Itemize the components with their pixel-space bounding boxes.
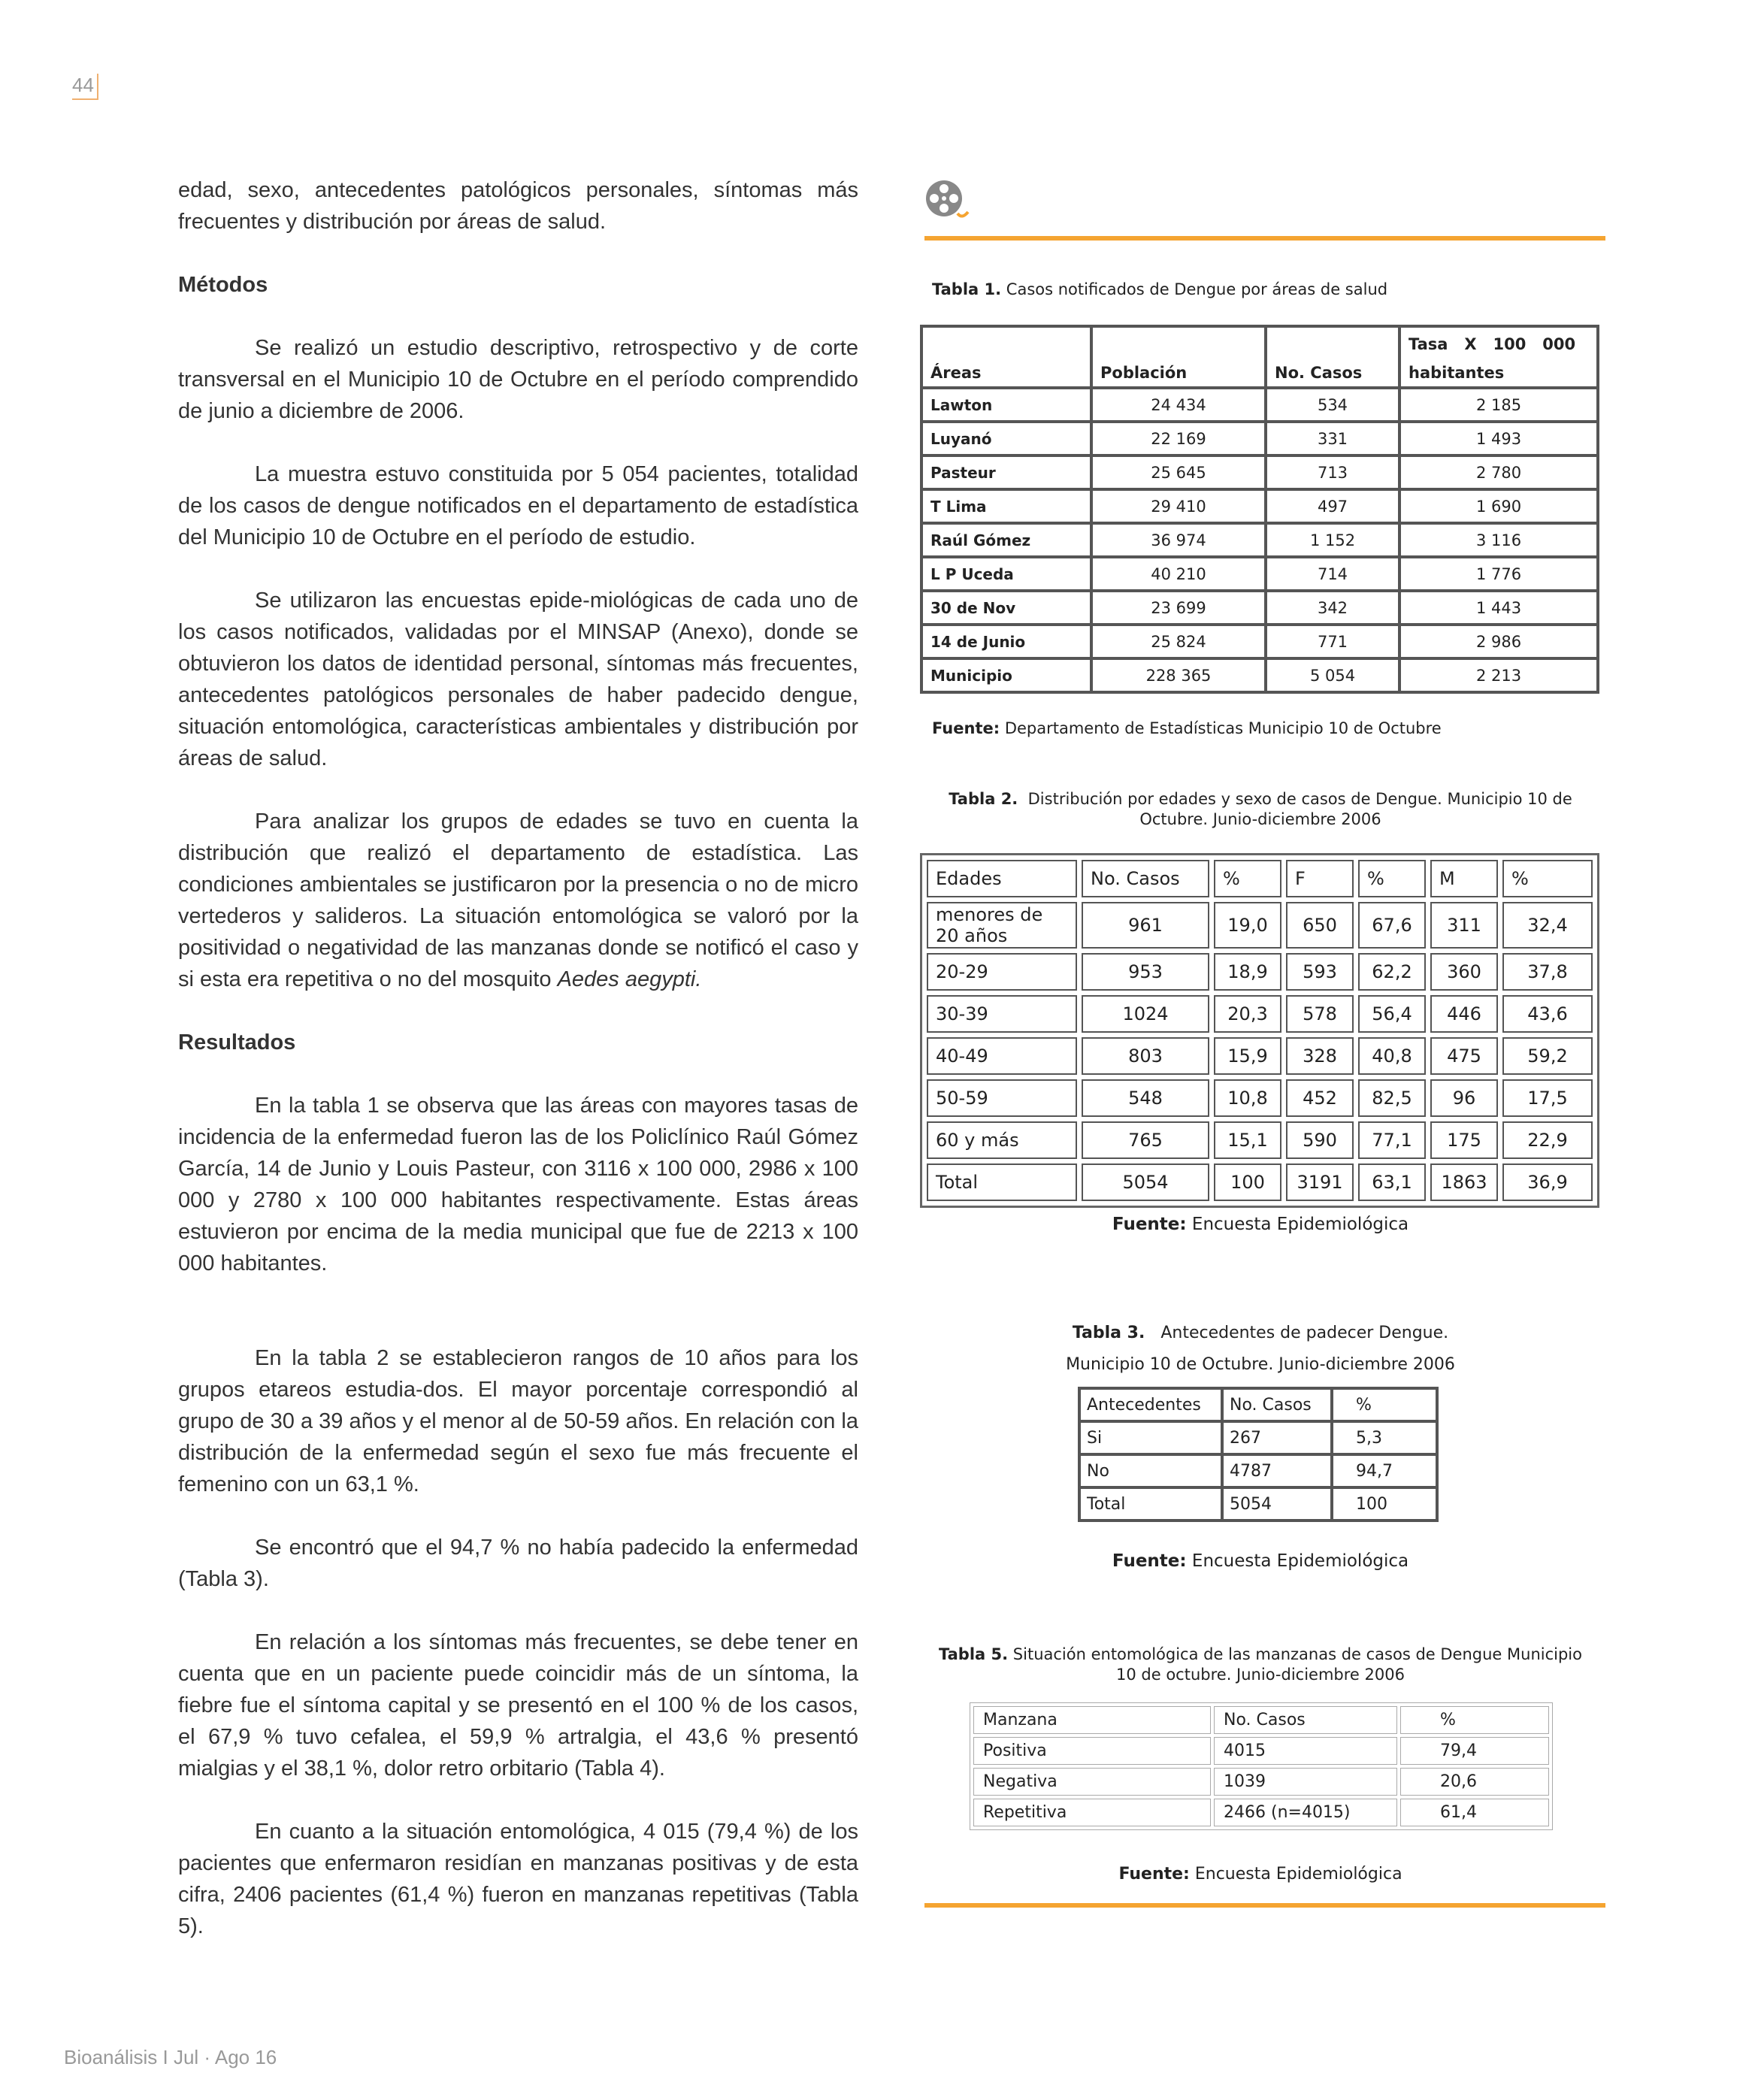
- table3-cell: Si: [1079, 1421, 1222, 1454]
- table5-row: [973, 1737, 1549, 1765]
- table2-cell: 961: [1082, 902, 1209, 949]
- table2-cell: 452: [1286, 1079, 1354, 1117]
- paragraph-metodos-3: Se utilizaron las encuestas epide-miológicas de cada uno de los casos notificados, validadas por el MINSAP (Anexo), donde se obtuvieron los datos de identidad personal, síntomas más frecuentes, antecedentes patológicos personales de haber padecido dengue, situación entomológica, características ambientales y distribución por áreas de salud.: [178, 589, 858, 770]
- table5-cell: Positiva: [973, 1737, 1211, 1765]
- table2-row: [927, 995, 1593, 1033]
- table1-cell: 331: [1266, 422, 1399, 455]
- table3-row: [1079, 1421, 1437, 1454]
- table5-row: [973, 1768, 1549, 1796]
- table3-cell: No: [1079, 1454, 1222, 1487]
- table5-cell: 1039: [1214, 1768, 1397, 1796]
- table1-cell: 497: [1266, 489, 1399, 523]
- table2-cell: 96: [1430, 1079, 1498, 1117]
- table3-header-cell: No. Casos: [1222, 1388, 1332, 1421]
- table2-cell: 37,8: [1502, 953, 1593, 991]
- table2: [920, 853, 1599, 1208]
- table1-row: [921, 388, 1598, 422]
- table1-cell: 1 443: [1399, 591, 1598, 625]
- table3-source: [918, 1551, 1602, 1572]
- table1-cell: 2 986: [1399, 625, 1598, 658]
- table1-source: [932, 719, 1442, 739]
- table2-cell: 1863: [1430, 1163, 1498, 1201]
- table1-cell: 2 780: [1399, 455, 1598, 489]
- table2-caption-text: Distribución por edades y sexo de casos de Dengue. Municipio 10 de: [1027, 790, 1572, 808]
- table1-cell: 30 de Nov: [921, 591, 1091, 625]
- table2-caption-label: Tabla 2.: [949, 790, 1018, 808]
- table1-row: [921, 489, 1598, 523]
- table3-cell: 5,3: [1332, 1421, 1437, 1454]
- table2-header-cell: %: [1358, 860, 1426, 897]
- table2-cell: Total: [927, 1163, 1077, 1201]
- heading-resultados: Resultados: [178, 1030, 296, 1055]
- table5-source: [918, 1864, 1602, 1884]
- table2-cell: 360: [1430, 953, 1498, 991]
- table3-caption: [918, 1318, 1602, 1381]
- table2-cell: 20,3: [1214, 995, 1281, 1033]
- table1-cell: Lawton: [921, 388, 1091, 422]
- table1-cell: 23 699: [1091, 591, 1266, 625]
- table3-cell: 4787: [1222, 1454, 1332, 1487]
- table2-cell: 446: [1430, 995, 1498, 1033]
- table5-cell: 79,4: [1400, 1737, 1549, 1765]
- table5-cell: Negativa: [973, 1768, 1211, 1796]
- table5-source-label: Fuente:: [1118, 1865, 1190, 1884]
- paragraph-metodos-2: La muestra estuvo constituida por 5 054 pacientes, totalidad de los casos de dengue notificados en el departamento de estadística del Municipio 10 de Octubre en el período de estudio.: [178, 462, 858, 549]
- table1-cell: 1 776: [1399, 557, 1598, 591]
- table5-header-cell: %: [1400, 1706, 1549, 1734]
- table3: [1078, 1387, 1439, 1522]
- table1-header-rate-line1: Tasa X 100 000: [1409, 335, 1576, 353]
- paragraph-resultados-2: En la tabla 2 se establecieron rangos de 10 años para los grupos etareos estudia-dos. El mayor porcentaje correspondió al grupo de 30 a 39 años y el menor al de 50-59 años. En relación con la distribución de la enfermedad según el sexo fue más frecuente el femenino con un 63,1 %.: [178, 1346, 858, 1496]
- table1-header-rate-line2: habitantes: [1409, 364, 1505, 382]
- heading-metodos: Métodos: [178, 273, 268, 297]
- table2-cell: 17,5: [1502, 1079, 1593, 1117]
- table1-row: [921, 523, 1598, 557]
- table5-cell: 2466 (n=4015): [1214, 1799, 1397, 1826]
- paragraph-metodos-4: [178, 806, 858, 995]
- table5-caption-text: Situación entomológica de las manzanas de casos de Dengue Municipio: [1012, 1645, 1582, 1663]
- table2-cell: 82,5: [1358, 1079, 1426, 1117]
- table1-caption-text: Casos notificados de Dengue por áreas de salud: [1006, 280, 1388, 298]
- table1-cell: 25 645: [1091, 455, 1266, 489]
- table2-cell: 3191: [1286, 1163, 1354, 1201]
- paragraph-resultados-5: En cuanto a la situación entomológica, 4 015 (79,4 %) de los pacientes que enfermaron residían en manzanas positivas y de esta cifra, 2406 pacientes (61,4 %) fueron en manzanas repetitivas (Tabla 5).: [178, 1820, 858, 1938]
- table1-row: [921, 422, 1598, 455]
- table1-cell: L P Uceda: [921, 557, 1091, 591]
- table2-caption-line2: Octubre. Junio-diciembre 2006: [1139, 810, 1381, 828]
- top-orange-rule: [924, 236, 1605, 241]
- table5-caption-label: Tabla 5.: [939, 1645, 1009, 1663]
- table1-cell: Luyanó: [921, 422, 1091, 455]
- table1-cell: 2 185: [1399, 388, 1598, 422]
- table2-cell: 40,8: [1358, 1037, 1426, 1075]
- table2-cell: 100: [1214, 1163, 1281, 1201]
- table2-cell: 803: [1082, 1037, 1209, 1075]
- table2-cell: 56,4: [1358, 995, 1426, 1033]
- table1-cell: 40 210: [1091, 557, 1266, 591]
- table2-cell: 593: [1286, 953, 1354, 991]
- table2-cell: 548: [1082, 1079, 1209, 1117]
- table5-cell: 4015: [1214, 1737, 1397, 1765]
- table2-cell: menores de 20 años: [927, 902, 1077, 949]
- table2-cell: 475: [1430, 1037, 1498, 1075]
- table2-row: [927, 953, 1593, 991]
- table1-cell: 1 152: [1266, 523, 1399, 557]
- table2-cell: 50-59: [927, 1079, 1077, 1117]
- table2-row: [927, 902, 1593, 949]
- table1-cell: 2 213: [1399, 658, 1598, 692]
- table2-cell: 175: [1430, 1121, 1498, 1159]
- table2-cell: 953: [1082, 953, 1209, 991]
- table2-header-cell: %: [1214, 860, 1281, 897]
- table3-header-cell: %: [1332, 1388, 1437, 1421]
- paragraph-metodos-1: Se realizó un estudio descriptivo, retrospectivo y de corte transversal en el Municipio 10 de Octubre en el período comprendido de junio a diciembre de 2006.: [178, 336, 858, 423]
- table5-source-text: Encuesta Epidemiológica: [1194, 1865, 1402, 1884]
- table1-caption: [932, 280, 1387, 300]
- table2-cell: 1024: [1082, 995, 1209, 1033]
- table1-header-cell: Áreas: [921, 326, 1091, 388]
- table1-cell: 24 434: [1091, 388, 1266, 422]
- film-reel-icon: [924, 179, 970, 224]
- table1-caption-label: Tabla 1.: [932, 280, 1002, 298]
- table3-caption-text: Antecedentes de padecer Dengue.: [1160, 1324, 1449, 1342]
- table1-cell: 1 690: [1399, 489, 1598, 523]
- table2-cell: 62,2: [1358, 953, 1426, 991]
- table2-cell: 67,6: [1358, 902, 1426, 949]
- table3-caption-line1: [918, 1318, 1602, 1349]
- table5-header-cell: No. Casos: [1214, 1706, 1397, 1734]
- paragraph-metodos-4-text: Para analizar los grupos de edades se tuvo en cuenta la distribución que realizó el departamento de estadística. Las condiciones ambientales se justificaron por la presencia o no de micro vertederos y salideros. La situación entomológica se valoró por la positividad o negatividad de las manzanas donde se notificó el caso y si esta era repetitiva o no del mosquito: [178, 809, 858, 991]
- table5-header-row: [973, 1706, 1549, 1734]
- table5-caption-line1: [918, 1645, 1602, 1665]
- table1-cell: Municipio: [921, 658, 1091, 692]
- table3-source-label: Fuente:: [1112, 1551, 1187, 1571]
- table2-header-cell: No. Casos: [1082, 860, 1209, 897]
- bottom-orange-rule: [924, 1903, 1605, 1908]
- table2-cell: 32,4: [1502, 902, 1593, 949]
- table2-cell: 59,2: [1502, 1037, 1593, 1075]
- table2-cell: 5054: [1082, 1163, 1209, 1201]
- table2-header-cell: F: [1286, 860, 1354, 897]
- table2-row: [927, 1121, 1593, 1159]
- table2-cell: 40-49: [927, 1037, 1077, 1075]
- table2-source: [918, 1215, 1602, 1235]
- table2-header-row: [927, 860, 1593, 897]
- table2-cell: 19,0: [1214, 902, 1281, 949]
- table1: [920, 325, 1599, 694]
- table2-cell: 18,9: [1214, 953, 1281, 991]
- table1-row: [921, 591, 1598, 625]
- table1-row: [921, 455, 1598, 489]
- footer: Bioanálisis I Jul · Ago 16: [64, 2046, 277, 2068]
- table1-cell: 713: [1266, 455, 1399, 489]
- table3-header-cell: Antecedentes: [1079, 1388, 1222, 1421]
- table3-cell: Total: [1079, 1487, 1222, 1521]
- table3-row: [1079, 1454, 1437, 1487]
- table1-cell: 714: [1266, 557, 1399, 591]
- table3-source-text: Encuesta Epidemiológica: [1191, 1551, 1409, 1571]
- table5-header-cell: Manzana: [973, 1706, 1211, 1734]
- table5-caption: [918, 1645, 1602, 1685]
- table1-cell: 25 824: [1091, 625, 1266, 658]
- table2-cell: 77,1: [1358, 1121, 1426, 1159]
- table3-row: [1079, 1487, 1437, 1521]
- table1-cell: 228 365: [1091, 658, 1266, 692]
- table1-source-label: Fuente:: [932, 719, 1000, 737]
- table2-cell: 311: [1430, 902, 1498, 949]
- table2-header-cell: M: [1430, 860, 1498, 897]
- table1-cell: T Lima: [921, 489, 1091, 523]
- table1-source-text: Departamento de Estadísticas Municipio 10 de Octubre: [1004, 719, 1442, 737]
- table2-caption: [918, 789, 1602, 830]
- species-name: Aedes aegypti.: [557, 967, 702, 991]
- table3-header-row: [1079, 1388, 1437, 1421]
- paragraph-resultados-3: Se encontró que el 94,7 % no había padecido la enfermedad (Tabla 3).: [178, 1536, 858, 1591]
- table1-cell: Raúl Gómez: [921, 523, 1091, 557]
- paragraph-resultados-4: En relación a los síntomas más frecuentes, se debe tener en cuenta que en un paciente puede coincidir más de un síntoma, la fiebre fue el síntoma capital y se presentó en el 100 % de los casos, el 67,9 % tuvo cefalea, el 59,9 % artralgia, el 43,6 % presentó mialgias y el 38,1 %, dolor retro orbitario (Tabla 4).: [178, 1630, 858, 1781]
- table2-caption-line1: [918, 789, 1602, 809]
- table2-cell: 578: [1286, 995, 1354, 1033]
- table1-cell: 1 493: [1399, 422, 1598, 455]
- table5-cell: 61,4: [1400, 1799, 1549, 1826]
- table3-caption-label: Tabla 3.: [1072, 1324, 1145, 1342]
- table1-cell: 14 de Junio: [921, 625, 1091, 658]
- table2-cell: 328: [1286, 1037, 1354, 1075]
- table5-cell: 20,6: [1400, 1768, 1549, 1796]
- table2-cell: 36,9: [1502, 1163, 1593, 1201]
- table2-cell: 63,1: [1358, 1163, 1426, 1201]
- table1-row: [921, 658, 1598, 692]
- table3-caption-line2: Municipio 10 de Octubre. Junio-diciembre 2006: [1066, 1355, 1455, 1374]
- table1-header-cell-rate: [1399, 326, 1598, 388]
- paragraph-resultados-1: En la tabla 1 se observa que las áreas con mayores tasas de incidencia de la enfermedad fueron las de los Policlínico Raúl Gómez García, 14 de Junio y Louis Pasteur, con 3116 x 100 000, 2986 x 100 000 y 2780 x 100 000 habitantes respectivamente. Estas áreas estuvieron por encima de la media municipal que fue de 2213 x 100 000 habitantes.: [178, 1094, 858, 1275]
- table3-cell: 94,7: [1332, 1454, 1437, 1487]
- table2-source-label: Fuente:: [1112, 1215, 1187, 1234]
- table2-cell: 765: [1082, 1121, 1209, 1159]
- table3-cell: 267: [1222, 1421, 1332, 1454]
- table2-row: [927, 1079, 1593, 1117]
- table1-cell: Pasteur: [921, 455, 1091, 489]
- table2-cell: 650: [1286, 902, 1354, 949]
- table2-cell: 10,8: [1214, 1079, 1281, 1117]
- table1-cell: 342: [1266, 591, 1399, 625]
- table5-row: [973, 1799, 1549, 1826]
- table1-header-cell: No. Casos: [1266, 326, 1399, 388]
- table2-cell: 60 y más: [927, 1121, 1077, 1159]
- table1-cell: 22 169: [1091, 422, 1266, 455]
- table1-row: [921, 557, 1598, 591]
- table2-cell: 15,9: [1214, 1037, 1281, 1075]
- table2-header-cell: %: [1502, 860, 1593, 897]
- table2-row: [927, 1037, 1593, 1075]
- table1-header-row: [921, 326, 1598, 388]
- table5: [970, 1702, 1553, 1830]
- table2-cell: 43,6: [1502, 995, 1593, 1033]
- table1-cell: 534: [1266, 388, 1399, 422]
- table2-cell: 20-29: [927, 953, 1077, 991]
- table2-row: [927, 1163, 1593, 1201]
- table2-cell: 30-39: [927, 995, 1077, 1033]
- table3-cell: 100: [1332, 1487, 1437, 1521]
- table1-cell: 5 054: [1266, 658, 1399, 692]
- table2-source-text: Encuesta Epidemiológica: [1191, 1215, 1409, 1234]
- table2-cell: 590: [1286, 1121, 1354, 1159]
- table2-cell: 15,1: [1214, 1121, 1281, 1159]
- page-number: 44: [72, 74, 98, 100]
- table1-header-cell: Población: [1091, 326, 1266, 388]
- table3-cell: 5054: [1222, 1487, 1332, 1521]
- paragraph-intro: edad, sexo, antecedentes patológicos personales, síntomas más frecuentes y distribución por áreas de salud.: [178, 178, 858, 234]
- table1-cell: 771: [1266, 625, 1399, 658]
- article-body: [178, 174, 858, 1942]
- table1-cell: 3 116: [1399, 523, 1598, 557]
- table5-caption-line2: 10 de octubre. Junio-diciembre 2006: [1116, 1666, 1405, 1684]
- table2-header-cell: Edades: [927, 860, 1077, 897]
- table5-cell: Repetitiva: [973, 1799, 1211, 1826]
- table1-row: [921, 625, 1598, 658]
- table1-cell: 36 974: [1091, 523, 1266, 557]
- table2-cell: 22,9: [1502, 1121, 1593, 1159]
- table1-cell: 29 410: [1091, 489, 1266, 523]
